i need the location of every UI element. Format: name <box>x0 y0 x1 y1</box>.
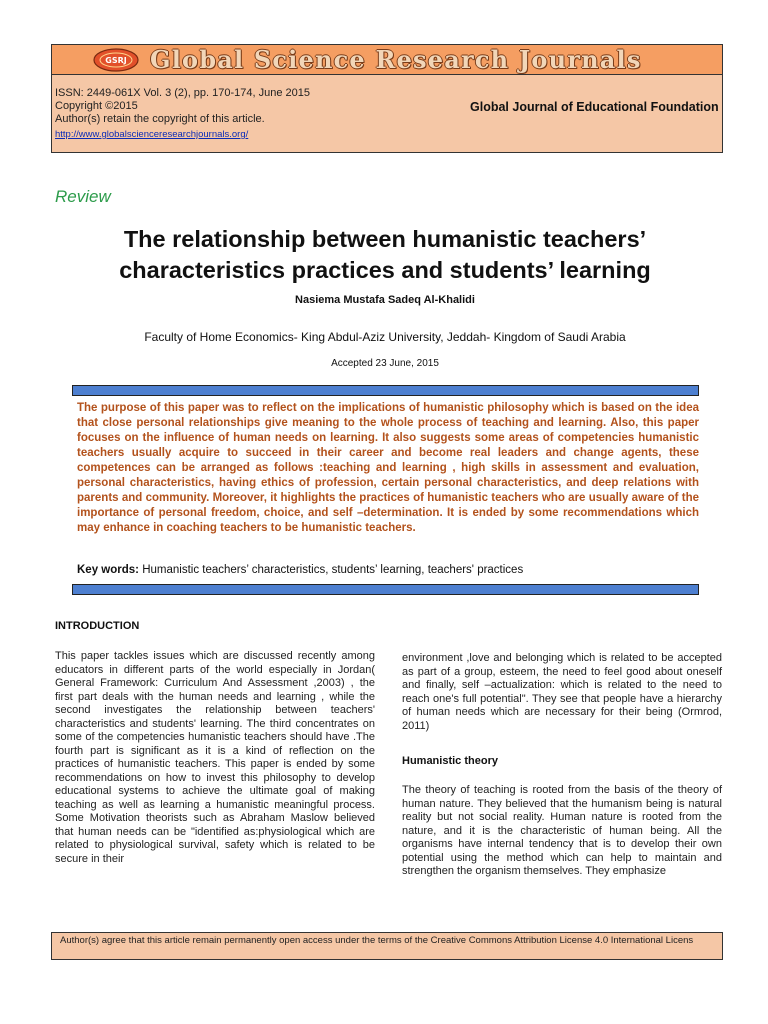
keywords-label: Key words: <box>77 564 139 576</box>
section-label: Review <box>55 187 111 206</box>
right-column-text: environment ,love and belonging which is related to be accepted as part of a group, esteem, the need to feel good about oneself and finally, self –actualization: which is related to the need to reach one's full potential". They see that people have a hierarchy of human needs which are necessary for their being (Ormrod, 2011) <box>402 652 722 732</box>
license-text: Author(s) agree that this article remain permanently open access under the terms of the Creative Commons Attribution License 4.0 International Licens <box>60 935 694 946</box>
accepted-date: Accepted 23 June, 2015 <box>331 358 439 369</box>
author-affiliation: Faculty of Home Economics- King Abdul-Aziz University, Jeddah- Kingdom of Saudi Arabia <box>144 330 626 344</box>
humanistic-theory-text: The theory of teaching is rooted from the basis of the theory of human nature. They believed that the humanism being is natural reality but not social reality. Human nature is rooted from the nature, and it is the characteristic of human being. All the organisms have internal tendency that is to develop their own potential using the method which can help to maintain and strengthen the organism themselves. They emphasize <box>402 784 722 877</box>
rights-line: Author(s) retain the copyright of this article. <box>55 113 265 125</box>
journal-url-link[interactable]: http://www.globalscienceresearchjournals.org/ <box>55 129 249 140</box>
keywords-list: Humanistic teachers’ characteristics, students’ learning, teachers' practices <box>142 564 524 576</box>
gsrj-logo-icon <box>92 47 140 73</box>
article-title: The relationship between humanistic teachers’ characteristics practices and students’ learning <box>119 226 651 283</box>
introduction-text: This paper tackles issues which are discussed recently among educators in different parts of the world especially in Jordan( General Framework: Curriculum And Assessment ,2003) , the first part deals with the human needs and learning , while the second investigates the relationship between teachers' characteristics and students' learning. The third concentrates on some of the competencies humanistic teachers should have .The fourth part is significant as it is a kind of reflection on the practices of humanistic teachers. This paper is ended by some recommendations on how to invest this philosophy to develop educational systems to achieve the ultimate goal of making teaching as well as learning a humanistic meaningful process. Some Motivation theorists such as Abraham Maslow believed that human needs can be "identified as:physiological which are related to physiological survival, safety which is related to be secure in their <box>55 650 375 865</box>
journal-title: Global Journal of Educational Foundation <box>470 100 719 114</box>
copyright-line: Copyright ©2015 <box>55 100 138 112</box>
abstract-top-divider <box>72 385 699 396</box>
abstract-bottom-divider <box>72 584 699 595</box>
issn-line: ISSN: 2449-061X Vol. 3 (2), pp. 170-174, June 2015 <box>55 87 311 99</box>
abstract-text: The purpose of this paper was to reflect on the implications of humanistic philosophy which is based on the idea that close personal relationships give meaning to the whole process of teaching and learning. Also, this paper focuses on the influence of human needs on learning. It also suggests some areas of competencies humanistic teachers usually acquire to succeed in their career and become real leaders and change agents, these competences can be arranged as follows :teaching and learning , high skills in assessment and evaluation, personal characteristics, having ethics of profession, certain personal characteristics, and deep relations with parents and community. Moreover, it highlights the practices of humanistic teachers who are usually aware of the importance of personal freedom, choice, and self –determination. It is ended by some recommendations which may enhance in coaching teachers to be humanistic teachers. <box>77 402 699 534</box>
keywords-line <box>77 564 699 576</box>
author-name: Nasiema Mustafa Sadeq Al-Khalidi <box>295 294 475 306</box>
journal-name: Global Science Research Journals <box>150 45 642 74</box>
introduction-heading: INTRODUCTION <box>55 620 140 632</box>
logo-text: GSRJ <box>105 56 127 65</box>
humanistic-theory-heading: Humanistic theory <box>402 755 498 767</box>
